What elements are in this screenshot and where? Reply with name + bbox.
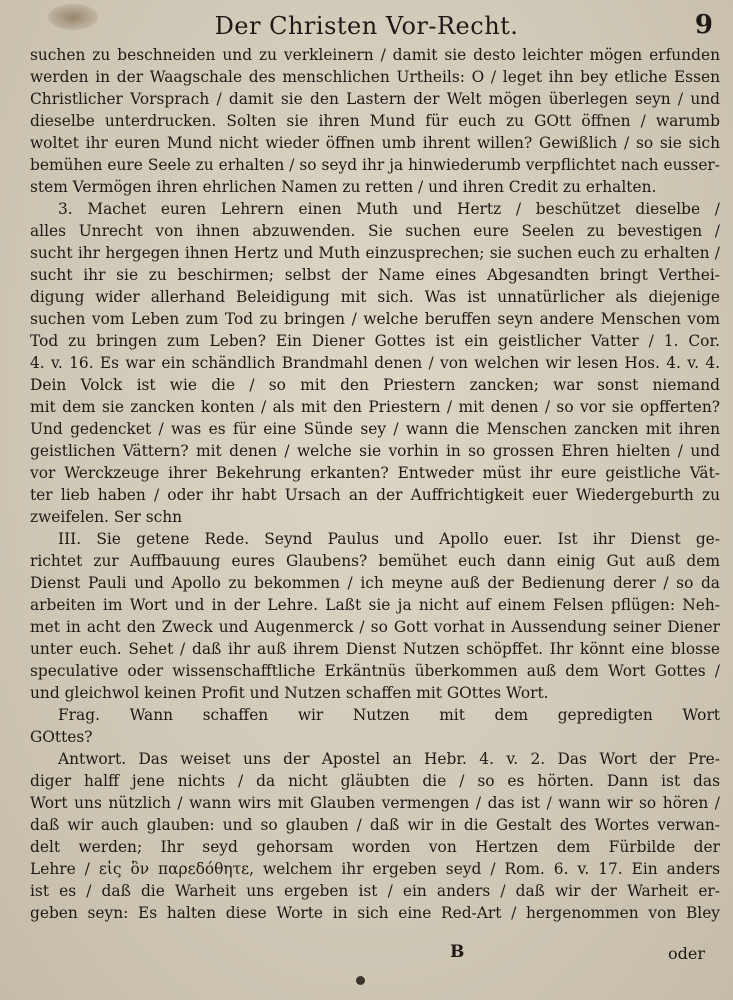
text-line: III. Sie getene Rede. Seynd Paulus und Apollo euer. Ist ihr Dienst ge- (58, 530, 720, 548)
text-line: Tod zu bringen zum Leben? Ein Diener Gottes ist ein geistlicher Vatter / 1. Cor. (30, 332, 720, 350)
text-line: ist es / daß die Warheit uns ergeben ist / ein anders / daß wir der Warheit er- (30, 882, 720, 900)
text-line: met in acht den Zweck und Augenmerck / so Gott vorhat in Aussendung seiner Diener (30, 618, 720, 636)
text-line: dieselbe unterdrucken. Solten sie ihren Mund für euch zu GOtt öffnen / warumb (30, 112, 720, 130)
page-number: 9 (694, 10, 713, 40)
text-line: ter lieb haben / oder ihr habt Ursach an der Auffrichtigkeit euer Wiedergeburth zu (30, 486, 720, 504)
text-line: Dein Volck ist wie die / so mit den Priestern zancken; war sonst niemand (30, 376, 720, 394)
text-line: stem Vermögen ihren ehrlichen Namen zu retten / und ihren Credit zu erhalten. (30, 178, 657, 196)
text-line: bemühen eure Seele zu erhalten / so seyd ihr ja hinwiederumb verpflichtet nach eusser- (30, 156, 720, 174)
signature-mark: B (450, 942, 465, 962)
page-footer (0, 942, 733, 966)
catchword: oder (668, 944, 705, 963)
text-line: GOttes? (30, 728, 93, 746)
text-line: Und gedencket / was es für eine Sünde sey / wann die Menschen zancken mit ihren (30, 420, 720, 438)
text-line: 3. Machet euren Lehrern einen Muth und Hertz / beschützet dieselbe / (58, 200, 720, 218)
text-line: diger halff jene nichts / da nicht gläubten die / so es hörten. Dann ist das (30, 772, 720, 790)
page-header (0, 10, 733, 46)
text-line: und gleichwol keinen Profit und Nutzen schaffen mit GOttes Wort. (30, 684, 549, 702)
text-line: suchen vom Leben zum Tod zu bringen / welche beruffen seyn andere Menschen vom (30, 310, 720, 328)
text-line: geben seyn: Es halten diese Worte in sich eine Red-Art / hergenommen von Bley (30, 904, 720, 922)
text-line: sucht ihr sie zu beschirmen; selbst der Name eines Abgesandten bringt Verthei- (30, 266, 720, 284)
text-line: 4. v. 16. Es war ein schändlich Brandmahl denen / von welchen wir lesen Hos. 4. v. 4. (30, 354, 720, 372)
text-line: Dienst Pauli und Apollo zu bekommen / ich meyne auß der Bedienung derer / so da (30, 574, 720, 592)
text-line: digung wider allerhand Beleidigung mit sich. Was ist unnatürlicher als diejenige (30, 288, 720, 306)
text-line: alles Unrecht von ihnen abzuwenden. Sie suchen eure Seelen zu bevestigen / (30, 222, 720, 240)
text-line: delt werden; Ihr seyd gehorsam worden von Hertzen dem Fürbilde der (30, 838, 720, 856)
text-line: woltet ihr euren Mund nicht wieder öffnen umb ihrent willen? Gewißlich / so sie sich (30, 134, 720, 152)
text-line: zweifelen. Ser schn (30, 508, 183, 526)
text-line: Christlicher Vorsprach / damit sie den Lastern der Welt mögen überlegen seyn / und (30, 90, 720, 108)
text-line: Wort uns nützlich / wann wirs mit Glauben vermengen / das ist / wann wir so hören / (30, 794, 720, 812)
text-line: Frag. Wann schaffen wir Nutzen mit dem gepredigten Wort (58, 706, 720, 724)
text-line: suchen zu beschneiden und zu verkleinern / damit sie desto leichter mögen erfunden (30, 46, 720, 64)
paper-hole (356, 976, 365, 985)
text-line: werden in der Waagschale des menschlichen Urtheils: O / leget ihn bey etliche Essen (30, 68, 720, 86)
text-line: mit dem sie zancken konten / als mit den Priestern / mit denen / so vor sie opfferten? (30, 398, 720, 416)
text-line: Antwort. Das weiset uns der Apostel an Hebr. 4. v. 2. Das Wort der Pre- (58, 750, 720, 768)
text-line: unter euch. Sehet / daß ihr auß ihrem Dienst Nutzen schöpffet. Ihr könnt eine blosse (30, 640, 720, 658)
text-line: speculative oder wissenschafftliche Erkäntnüs überkommen auß dem Wort Gottes / (30, 662, 720, 680)
body-text (30, 44, 720, 924)
running-head: Der Christen Vor-Recht. (214, 12, 519, 40)
text-line: vor Werckzeuge ihrer Bekehrung erkanten? Entweder müst ihr eure geistliche Vät- (30, 464, 720, 482)
text-line: Lehre / εἰς ὃν παρεδόθητε, welchem ihr ergeben seyd / Rom. 6. v. 17. Ein anders (30, 860, 720, 878)
text-line: richtet zur Auffbauung eures Glaubens? bemühet euch dann einig Gut auß dem (30, 552, 720, 570)
text-line: arbeiten im Wort und in der Lehre. Laßt sie ja nicht auf einem Felsen pflügen: Neh- (30, 596, 720, 614)
text-line: daß wir auch glauben: und so glauben / daß wir in die Gestalt des Wortes verwan- (30, 816, 720, 834)
text-line: geistlichen Vättern? mit denen / welche sie vorhin in so grossen Ehren hielten / und (30, 442, 720, 460)
text-line: sucht ihr hergegen ihnen Hertz und Muth einzusprechen; sie suchen euch zu erhalten / (30, 244, 720, 262)
